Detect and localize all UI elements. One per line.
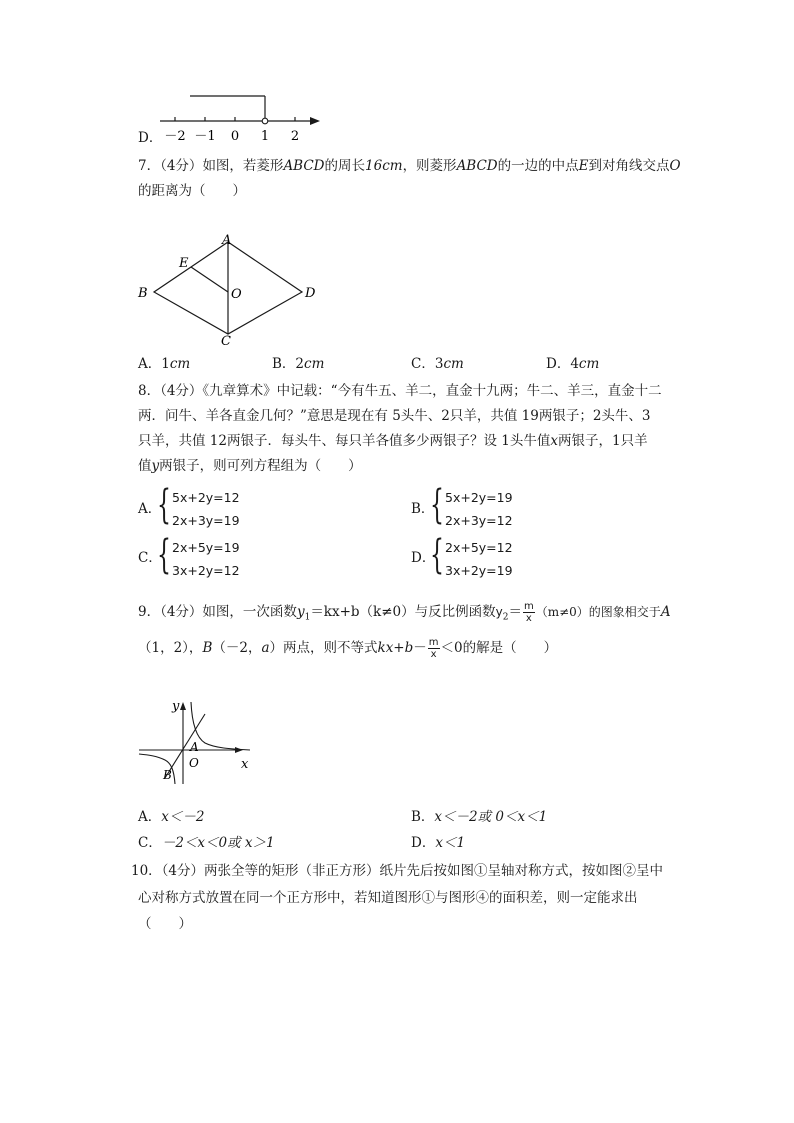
q9-graph-figure: [135, 694, 255, 786]
tick-label: 0: [230, 129, 240, 144]
point-e: E: [179, 256, 189, 271]
brace-icon: {: [157, 532, 171, 578]
q7-number: 7．: [138, 158, 161, 174]
axis-y-label: y: [172, 699, 180, 714]
brace-icon: {: [157, 482, 171, 528]
q8-option-b-system[interactable]: 5x+2y=19 2x+3y=12: [445, 490, 513, 528]
q7-stem-line2: 的距离为（ ）: [138, 183, 246, 199]
q7-option-d[interactable]: D．4cm: [546, 356, 600, 372]
point-b: B: [163, 768, 172, 782]
tick-label: 1: [260, 129, 270, 144]
point-o: O: [231, 287, 242, 302]
vertex-b: B: [138, 286, 148, 301]
point-o: O: [189, 756, 199, 770]
q8-option-c-label[interactable]: C．: [138, 550, 162, 566]
q8-option-b-label[interactable]: B．: [411, 501, 435, 517]
q7-option-c[interactable]: C．3cm: [411, 356, 464, 372]
vertex-c: C: [221, 334, 231, 348]
tick-label: 2: [290, 129, 300, 144]
q8-stem-line4: 值y两银子，则可列方程组为（ ）: [138, 458, 362, 474]
q6-number-line: [160, 92, 330, 154]
q8-option-d-system[interactable]: 2x+5y=12 3x+2y=19: [445, 540, 513, 578]
q7-score: （4分）: [160, 158, 203, 174]
q8-stem-line1: 8．（4分）《九章算术》中记载：“今有牛五、羊二，直金十九两；牛二、羊三，直金十二: [138, 383, 662, 399]
q10-stem-line3: （ ）: [138, 916, 192, 932]
q8-stem-line2: 两．问牛、羊各直金几何？”意思是现在有 5头牛、2只羊，共值 19两银子；2头牛、3: [138, 408, 651, 424]
vertex-d: D: [305, 286, 316, 301]
q7-option-b[interactable]: B．2cm: [272, 356, 325, 372]
q9-option-d[interactable]: D．x＜1: [411, 835, 466, 851]
axis-x-label: x: [241, 757, 249, 772]
point-a: A: [190, 740, 199, 754]
q9-stem-line2: （1，2），B（－2，a）两点，则不等式kx+b－ $\frac{m}{x}$ ＜0的解是（ ）: [138, 637, 558, 660]
brace-icon: {: [430, 482, 444, 528]
tick-label: －1: [194, 129, 216, 144]
q8-option-d-label[interactable]: D．: [411, 550, 436, 566]
q8-option-a-label[interactable]: A．: [138, 501, 162, 517]
q8-option-c-system[interactable]: 2x+5y=19 3x+2y=12: [172, 540, 240, 578]
fraction: $\frac{m}{x}$: [428, 637, 439, 660]
q10-stem-line1: 10．（4分）两张全等的矩形（非正方形）纸片先后按如图①呈轴对称方式，按如图②呈中: [131, 863, 664, 879]
q8-stem-line3: 只羊，共值 12两银子．每头牛、每只羊各值多少两银子？设 1头牛值x两银子，1只羊: [138, 433, 648, 449]
tick-label: －2: [164, 129, 186, 144]
q7-rhombus-figure: [130, 230, 330, 348]
q8-option-a-system[interactable]: 5x+2y=12 2x+3y=19: [172, 490, 240, 528]
q7-option-a[interactable]: A．1cm: [138, 356, 191, 372]
q7-stem-line1: 7．（4分）如图，若菱形ABCD的周长16cm，则菱形ABCD的一边的中点E到对角线交点O: [138, 158, 681, 174]
q9-option-c[interactable]: C．－2＜x＜0或 x＞1: [138, 835, 275, 851]
q9-option-a[interactable]: A．x＜－2: [138, 809, 205, 825]
q9-option-b[interactable]: B．x＜－2或 0＜x＜1: [411, 809, 548, 825]
q10-stem-line2: 心对称方式放置在同一个正方形中，若知道图形①与图形④的面积差，则一定能求出: [138, 890, 638, 906]
q6-option-d-label[interactable]: D．: [138, 130, 163, 146]
vertex-a: A: [222, 233, 232, 248]
brace-icon: {: [430, 532, 444, 578]
q9-stem-line1: 9．（4分）如图，一次函数$y_1=kx+b(k\ne 0)$与反比例函数$y_2=$ $\frac{m}{x}$ （m≠0）的图象相交于A: [138, 601, 671, 624]
fraction: $\frac{m}{x}$: [523, 601, 534, 624]
